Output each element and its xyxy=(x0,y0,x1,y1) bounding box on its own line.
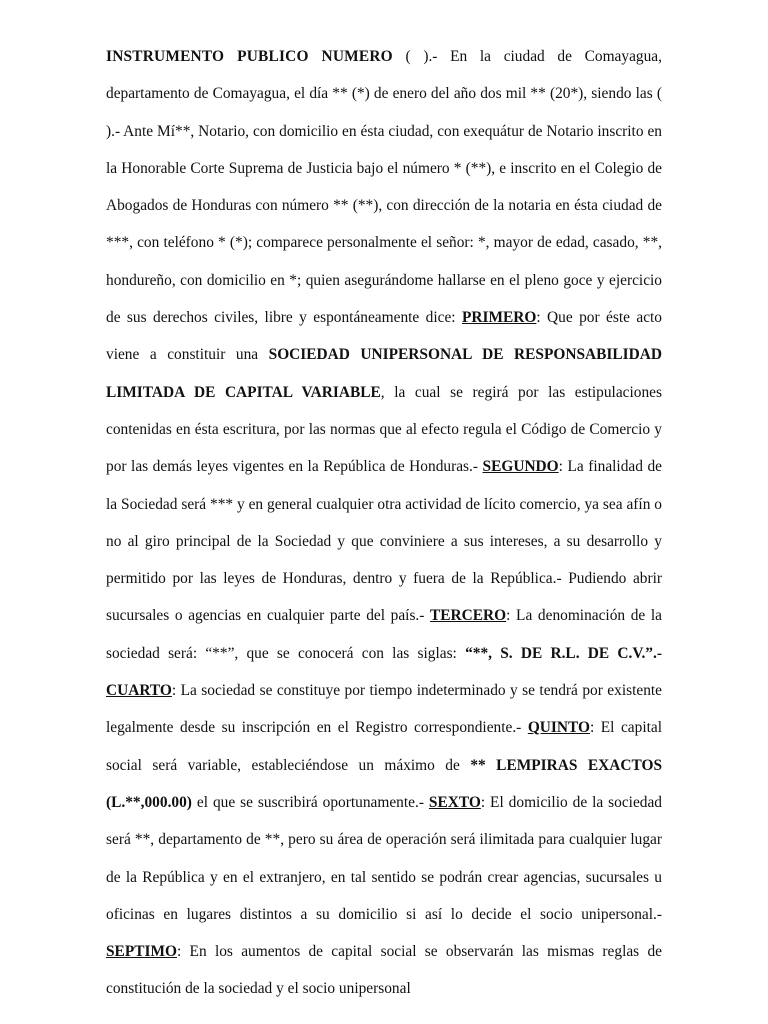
body-text: : La sociedad se constituye por tiempo indeterminado y se tendrá por existente legalmente desde su inscripción en el Registro correspondiente.- xyxy=(106,682,662,737)
clause-sexto-heading: SEXTO xyxy=(428,793,481,811)
company-type-text: SOCIEDAD UNIPERSONAL DE RESPONSABILIDAD LIMITADA DE CAPITAL VARIABLE xyxy=(106,346,662,401)
document-body xyxy=(106,38,662,1008)
body-text: : Que por éste acto viene a constituir una xyxy=(106,309,663,364)
clause-primero-heading: PRIMERO xyxy=(461,309,537,327)
clause-tercero-heading: TERCERO xyxy=(430,607,507,625)
body-text: : El domicilio de la sociedad será **, departamento de **, pero su área de operación será ilimitada para cualquier lugar de la República y en el extranjero, en tal sentido se podrán crear agencias, sucursales u oficinas en lugares distintos a su domicilio si así lo decide el socio unipersonal.- xyxy=(106,793,663,923)
body-text: : La denominación de la sociedad será: “**”, que se conocerá con las siglas: xyxy=(106,607,662,662)
clause-segundo-heading: SEGUNDO xyxy=(482,458,559,476)
body-text: : El capital social será variable, estableciéndose un máximo de xyxy=(106,719,662,774)
clause-quinto-heading: QUINTO xyxy=(527,719,590,737)
document-paragraph xyxy=(106,38,662,1008)
body-text: ( ).- En la ciudad de Comayagua, departamento de Comayagua, el día ** (*) de enero del año dos mil ** (20*), siendo las ( ).- Ante Mí**, Notario, con domicilio en ésta ciudad, con exequátur de Notario inscrito en la Honorable Corte Suprema de Justicia bajo el número * (**), e inscrito en el Colegio de Abogados de Honduras con número ** (**), con dirección de la notaria en ésta ciudad de ***, con teléfono * (*); comparece personalmente el señor: *, mayor de edad, casado, **, hondureño, con domicilio en *; quien asegurándome hallarse en el pleno goce y ejercicio de sus derechos civiles, libre y espontáneamente dice: xyxy=(106,48,662,327)
clause-septimo-heading: SEPTIMO xyxy=(106,943,177,961)
company-acronym-text: “**, S. DE R.L. DE C.V.”.- xyxy=(465,644,662,662)
body-text: : En los aumentos de capital social se observarán las mismas reglas de constitución de la sociedad y el socio unipersonal xyxy=(106,943,662,998)
clause-cuarto-heading: CUARTO xyxy=(106,682,172,700)
body-text: , la cual se regirá por las estipulaciones contenidas en ésta escritura, por las normas que al efecto regula el Código de Comercio y por las demás leyes vigentes en la República de Honduras.- xyxy=(106,383,662,476)
body-text: : La finalidad de la Sociedad será *** y en general cualquier otra actividad de lícito comercio, ya sea afín o no al giro principal de la Sociedad y que conviniere a sus intereses, a su desarrollo y permitido por las leyes de Honduras, dentro y fuera de la República.- Pudiendo abrir sucursales o agencias en cualquier parte del país.- xyxy=(106,458,662,625)
instrument-heading: INSTRUMENTO PUBLICO NUMERO xyxy=(106,48,393,65)
capital-amount-text: ** LEMPIRAS EXACTOS (L.**,000.00) xyxy=(106,756,663,811)
body-text: el que se suscribirá oportunamente.- xyxy=(191,793,429,811)
